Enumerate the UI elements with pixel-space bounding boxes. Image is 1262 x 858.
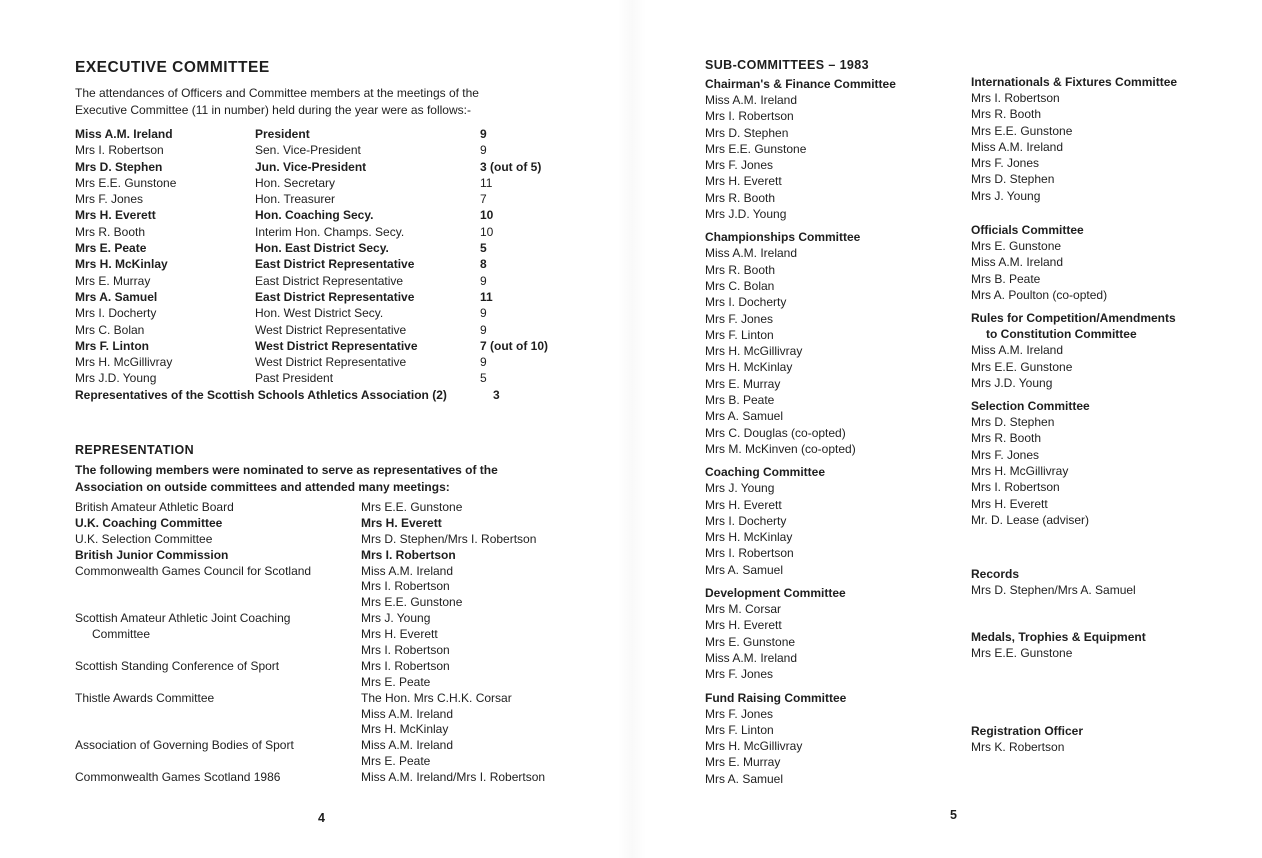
representation-row: [75, 611, 545, 659]
representation-row: [75, 532, 545, 548]
member-office: Jun. Vice-President: [255, 159, 367, 174]
outside-body: [75, 611, 355, 643]
attendance-count: 5: [480, 241, 487, 256]
attendance-count: 7: [480, 192, 487, 207]
subcommittee-member: Mrs B. Peate: [705, 393, 775, 408]
representatives: [361, 738, 545, 770]
subcommittee-member: Mrs H. McGillivray: [705, 739, 803, 754]
subcommittee-member: Mrs R. Booth: [971, 431, 1042, 446]
subcommittee-member: Mrs F. Jones: [971, 447, 1040, 462]
representative-name: Mrs I. Robertson: [361, 547, 456, 562]
representatives: [361, 532, 545, 548]
outside-body-name: Committee: [92, 627, 151, 642]
representative-name: Mrs D. Stephen/Mrs I. Robertson: [361, 531, 537, 546]
representatives: [361, 659, 545, 691]
subcommittee-title: Coaching Committee: [705, 465, 826, 480]
subcommittee-member: Mrs R. Booth: [705, 262, 776, 277]
subcommittee-member: Miss A.M. Ireland: [971, 343, 1064, 358]
subcommittee: [971, 74, 1177, 204]
subcommittee: [971, 398, 1177, 528]
representative-name: The Hon. Mrs C.H.K. Corsar: [361, 690, 512, 705]
subcommittee-member: Mrs M. McKinven (co-opted): [705, 441, 856, 456]
subcommittee-member: Mrs E. Murray: [705, 376, 781, 391]
subcommittee-title: Championships Committee: [705, 230, 861, 245]
outside-body: [75, 516, 355, 532]
representative-name: Mrs E.E. Gunstone: [361, 500, 463, 514]
member-name: Mrs I. Robertson: [75, 143, 164, 158]
representation-row: [75, 500, 545, 516]
member-office: West District Representative: [255, 355, 407, 370]
intro-line: Association on outside committees and attended many meetings:: [75, 480, 450, 494]
outside-body: [75, 691, 355, 707]
attendance-count: 9: [480, 143, 487, 158]
subcommittee-member: Mrs I. Robertson: [705, 546, 794, 561]
subcommittee-member: Mrs J. Young: [705, 481, 775, 496]
subcommittee-member: Mrs I. Docherty: [705, 513, 787, 528]
subcommittee-member: Mrs D. Stephen: [971, 415, 1055, 430]
subcommittee-member: Mrs H. Everett: [705, 497, 782, 512]
member-name: Mrs H. McKinlay: [75, 257, 168, 272]
subcommittee-member: Mrs A. Poulton (co-opted): [971, 287, 1108, 302]
representative-name: Mrs H. Everett: [361, 627, 438, 642]
subcommittee-member: Mrs J.D. Young: [705, 207, 787, 222]
representative-name: Mrs I. Robertson: [361, 579, 450, 594]
member-name: Mrs H. McGillivray: [75, 355, 173, 370]
subcommittee: [705, 585, 896, 682]
executive-intro: [75, 85, 479, 119]
subcommittee-member: Mrs E.E. Gunstone: [971, 645, 1073, 660]
outside-body-name: Commonwealth Games Council for Scotland: [75, 563, 312, 578]
attendance-count: 9: [480, 273, 487, 288]
subcommittee-member: Miss A.M. Ireland: [971, 255, 1064, 270]
member-office: West District Representative: [255, 338, 418, 353]
attendance-count: 10: [480, 224, 494, 239]
subcommittee-member: Mrs J. Young: [971, 188, 1041, 203]
representative-name: Mrs E.E. Gunstone: [361, 595, 463, 610]
representative-name: Miss A.M. Ireland: [361, 706, 454, 721]
schools-representatives-label: Representatives of the Scottish Schools Athletics Association (2): [75, 387, 447, 402]
outside-body-name: Commonwealth Games Scotland 1986: [75, 770, 281, 785]
subcommittee-title: Registration Officer: [971, 723, 1084, 738]
attendance-count: 11: [480, 289, 493, 304]
representation-row: [75, 770, 545, 786]
subcommittee-member: Mrs H. McGillivray: [971, 464, 1069, 479]
subcommittee-member: Mrs R. Booth: [705, 190, 776, 205]
representation-table: [75, 500, 545, 786]
attendance-count: 10: [480, 208, 494, 223]
member-office: Interim Hon. Champs. Secy.: [255, 224, 405, 239]
representation-intro: [75, 462, 498, 496]
subcommittee-member: Mrs H. McKinlay: [705, 360, 793, 375]
outside-body: [75, 659, 355, 675]
subcommittee-title: Fund Raising Committee: [705, 690, 847, 705]
outside-body: [75, 548, 355, 564]
subcommittee: [705, 690, 896, 787]
attendance-count: 11: [480, 175, 493, 190]
subcommittee-member: Mrs B. Peate: [971, 271, 1041, 286]
representative-name: Mrs I. Robertson: [361, 658, 450, 673]
representatives: [361, 611, 545, 659]
outside-body: [75, 564, 355, 580]
subcommittee-member: Mrs K. Robertson: [971, 739, 1065, 754]
representative-name: Miss A.M. Ireland: [361, 563, 454, 578]
attendance-count: 9: [480, 127, 487, 141]
member-name: Mrs A. Samuel: [75, 289, 158, 304]
subcommittee-member: Mrs F. Jones: [971, 156, 1040, 171]
member-name: Mrs C. Bolan: [75, 322, 145, 337]
subcommittee-member: Mrs I. Docherty: [705, 295, 787, 310]
member-office: Hon. Coaching Secy.: [255, 208, 374, 223]
representative-name: Miss A.M. Ireland: [361, 738, 454, 753]
representation-row: [75, 738, 545, 770]
subcommittee-member: Mrs H. McKinlay: [705, 530, 793, 545]
representation-heading: REPRESENTATION: [75, 443, 195, 457]
outside-body: [75, 738, 355, 754]
subcommittee: [705, 229, 896, 457]
subcommittee-member: Mrs M. Corsar: [705, 602, 781, 617]
subcommittee-member: Mrs D. Stephen: [705, 125, 789, 140]
attendance-count: 8: [480, 257, 487, 272]
outside-body-name: British Amateur Athletic Board: [75, 500, 234, 514]
subcommittee: [705, 76, 896, 222]
right-page: [631, 0, 1262, 858]
intro-line: The following members were nominated to serve as representatives of the: [75, 463, 498, 477]
member-office: East District Representative: [255, 257, 415, 272]
subcommittee-member: Miss A.M. Ireland: [705, 246, 798, 261]
outside-body-name: U.K. Coaching Committee: [75, 515, 223, 530]
subcommittee: [705, 464, 896, 578]
subcommittee-title: to Constitution Committee: [986, 327, 1137, 342]
subcommittee-member: Mrs I. Robertson: [971, 91, 1060, 105]
intro-line: The attendances of Officers and Committee members at the meetings of the: [75, 86, 479, 100]
outside-body-name: Association of Governing Bodies of Sport: [75, 738, 294, 753]
representation-row: [75, 564, 545, 612]
subcommittee-member: Mrs F. Jones: [705, 158, 774, 173]
representatives: [361, 564, 545, 612]
subcommittee-title: Selection Committee: [971, 399, 1090, 414]
subcommittee-member: Mrs F. Linton: [705, 722, 774, 737]
subcommittee-title: Chairman's & Finance Committee: [705, 77, 896, 91]
subcommittee-title: Development Committee: [705, 586, 846, 601]
outside-body: [75, 532, 355, 548]
outside-body-name: U.K. Selection Committee: [75, 531, 213, 546]
member-office: West District Representative: [255, 322, 407, 337]
representatives: [361, 516, 545, 532]
representative-name: Mrs H. McKinlay: [361, 722, 449, 737]
subcommittee-member: Mrs D. Stephen: [971, 172, 1055, 187]
subcommittee-member: Mrs E.E. Gunstone: [971, 359, 1073, 374]
representatives: [361, 770, 545, 786]
member-office: East District Representative: [255, 289, 415, 304]
member-name: Mrs E. Peate: [75, 241, 147, 256]
subcommittee-title: Records: [971, 567, 1020, 582]
subcommittee-title: Medals, Trophies & Equipment: [971, 629, 1146, 644]
subcommittee-member: Mrs E. Murray: [705, 755, 781, 770]
subcommittee: [971, 723, 1177, 755]
subcommittee-member: Mr. D. Lease (adviser): [971, 512, 1090, 527]
subcommittee: [971, 629, 1177, 661]
member-office: Hon. West District Secy.: [255, 306, 384, 321]
subcommittee: [971, 566, 1177, 598]
representatives: [361, 691, 545, 739]
intro-line: Executive Committee (11 in number) held during the year were as follows:-: [75, 103, 471, 117]
subcommittee-member: Mrs H. McGillivray: [705, 344, 803, 359]
member-name: Mrs R. Booth: [75, 224, 146, 239]
subcommittee-member: Miss A.M. Ireland: [971, 139, 1064, 154]
subcommittee: [971, 310, 1177, 391]
subcommittee-member: Mrs A. Samuel: [705, 562, 784, 577]
representative-name: Mrs H. Everett: [361, 515, 442, 530]
subcommittee-member: Mrs R. Booth: [971, 107, 1042, 122]
subcommittee-member: Mrs C. Douglas (co-opted): [705, 425, 846, 440]
member-name: Mrs D. Stephen: [75, 159, 163, 174]
representation-row: [75, 659, 545, 691]
subcommittee-member: Mrs C. Bolan: [705, 278, 775, 293]
subcommittee-title: Officials Committee: [971, 223, 1084, 238]
subcommittee-member: Mrs H. Everett: [705, 174, 782, 189]
representatives: [361, 500, 545, 516]
subcommittee-member: Mrs H. Everett: [971, 496, 1048, 511]
member-office: Hon. Secretary: [255, 175, 336, 190]
subcommittee-member: Mrs E.E. Gunstone: [705, 141, 807, 156]
outside-body-name: Scottish Amateur Athletic Joint Coaching: [75, 611, 291, 626]
member-name: Mrs H. Everett: [75, 208, 156, 223]
outside-body: [75, 770, 355, 786]
attendance-count: 9: [480, 306, 487, 321]
representative-name: Mrs E. Peate: [361, 754, 431, 769]
attendance-count: 3 (out of 5): [480, 159, 542, 174]
outside-body-name: Thistle Awards Committee: [75, 690, 215, 705]
attendance-count: 5: [480, 371, 487, 386]
member-office: Past President: [255, 371, 334, 386]
member-name: Mrs F. Linton: [75, 338, 149, 353]
member-office: Hon. East District Secy.: [255, 241, 389, 256]
subcommittee-column-2: [971, 74, 1177, 762]
member-name: Mrs E. Murray: [75, 273, 151, 288]
sub-committees-heading: SUB-COMMITTEES – 1983: [705, 58, 869, 72]
subcommittee-member: Mrs A. Samuel: [705, 409, 784, 424]
page-number: 4: [318, 811, 325, 825]
outside-body-name: Scottish Standing Conference of Sport: [75, 658, 280, 673]
outside-body-name: British Junior Commission: [75, 547, 229, 562]
subcommittee-member: Mrs D. Stephen/Mrs A. Samuel: [971, 583, 1136, 598]
representation-row: [75, 548, 545, 564]
representative-name: Mrs I. Robertson: [361, 643, 450, 658]
subcommittee-member: Mrs E.E. Gunstone: [971, 123, 1073, 138]
representative-name: Miss A.M. Ireland/Mrs I. Robertson: [361, 770, 546, 785]
subcommittee-title: Rules for Competition/Amendments: [971, 311, 1176, 326]
subcommittee-member: Mrs I. Robertson: [705, 109, 794, 124]
member-name: Miss A.M. Ireland: [75, 127, 173, 141]
representation-row: [75, 691, 545, 739]
subcommittee-member: Mrs F. Jones: [705, 667, 774, 682]
subcommittee-member: Mrs E. Gunstone: [705, 634, 796, 649]
member-office: Hon. Treasurer: [255, 192, 336, 207]
attendance-count: 9: [480, 322, 487, 337]
attendance-count: 9: [480, 355, 487, 370]
member-office: President: [255, 127, 310, 141]
attendance-count: 7 (out of 10): [480, 338, 548, 353]
member-name: Mrs I. Docherty: [75, 306, 157, 321]
page-number: 5: [950, 808, 957, 822]
member-office: East District Representative: [255, 273, 404, 288]
member-office: Sen. Vice-President: [255, 143, 361, 158]
subcommittee-member: Mrs F. Jones: [705, 706, 774, 721]
member-name: Mrs J.D. Young: [75, 371, 157, 386]
subcommittee-column-1: [705, 76, 896, 794]
subcommittee-title: Internationals & Fixtures Committee: [971, 75, 1178, 89]
subcommittee-member: Mrs E. Gunstone: [971, 239, 1062, 254]
representation-row: [75, 516, 545, 532]
representative-name: Mrs E. Peate: [361, 674, 431, 689]
member-name: Mrs E.E. Gunstone: [75, 175, 177, 190]
representative-name: Mrs J. Young: [361, 611, 431, 626]
outside-body: [75, 500, 355, 516]
subcommittee-member: Miss A.M. Ireland: [705, 93, 798, 107]
executive-committee-heading: EXECUTIVE COMMITTEE: [75, 59, 270, 76]
subcommittee-member: Mrs A. Samuel: [705, 771, 784, 786]
subcommittee: [971, 222, 1177, 303]
subcommittee-member: Mrs F. Jones: [705, 311, 774, 326]
representatives: [361, 548, 545, 564]
subcommittee-member: Mrs J.D. Young: [971, 375, 1053, 390]
member-name: Mrs F. Jones: [75, 192, 144, 207]
subcommittee-member: Miss A.M. Ireland: [705, 650, 798, 665]
subcommittee-member: Mrs H. Everett: [705, 618, 782, 633]
subcommittee-member: Mrs I. Robertson: [971, 480, 1060, 495]
attendance-count: 3: [493, 387, 500, 402]
subcommittee-member: Mrs F. Linton: [705, 327, 774, 342]
